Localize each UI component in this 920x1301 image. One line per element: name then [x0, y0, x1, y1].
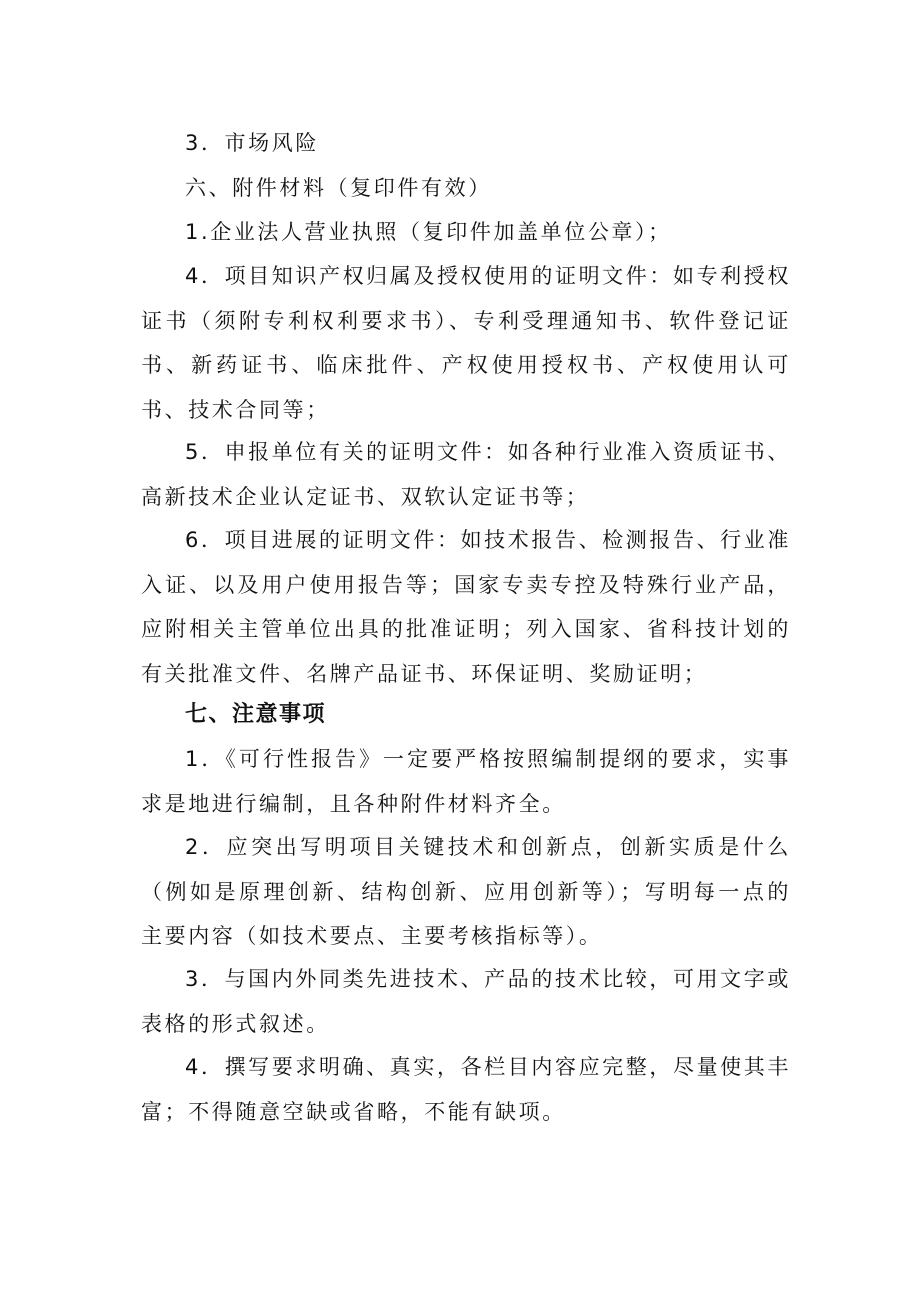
paragraph-unit-certificates: 5．申报单位有关的证明文件：如各种行业准入资质证书、高新技术企业认定证书、双软认定证书等；: [141, 440, 791, 509]
section-heading-attachments: 六、附件材料（复印件有效）: [185, 176, 492, 200]
paragraph-market-risk: 3．市场风险: [185, 131, 319, 155]
paragraph-note-2: 2．应突出写明项目关键技术和创新点，创新实质是什么（例如是原理创新、结构创新、应用创新等）；写明每一点的主要内容（如技术要点、主要考核指标等）。: [141, 835, 791, 948]
paragraph-note-3: 3．与国内外同类先进技术、产品的技术比较，可用文字或表格的形式叙述。: [141, 967, 791, 1036]
paragraph-note-4: 4．撰写要求明确、真实，各栏目内容应完整，尽量使其丰富；不得随意空缺或省略，不能有缺项。: [141, 1055, 791, 1124]
paragraph-progress-documents: 6．项目进展的证明文件：如技术报告、检测报告、行业准入证、以及用户使用报告等；国家专卖专控及特殊行业产品，应附相关主管单位出具的批准证明；列入国家、省科技计划的有关批准文件、名牌产品证书、环保证明、奖励证明；: [141, 528, 791, 686]
section-heading-notes: 七、注意事项: [185, 702, 327, 727]
paragraph-ip-documents: 4．项目知识产权归属及授权使用的证明文件：如专利授权证书（须附专利权利要求书）、专利受理通知书、软件登记证书、新药证书、临床批件、产权使用授权书、产权使用认可书、技术合同等；: [141, 264, 791, 422]
paragraph-business-license: 1.企业法人营业执照（复印件加盖单位公章）；: [185, 220, 672, 244]
paragraph-note-1: 1．《可行性报告》一定要严格按照编制提纲的要求，实事求是地进行编制，且各种附件材料齐全。: [141, 747, 791, 816]
